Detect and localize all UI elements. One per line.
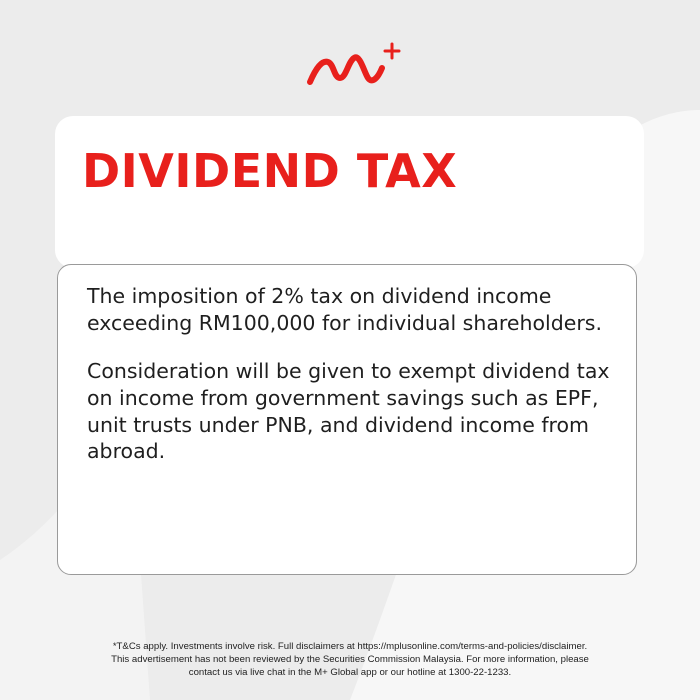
- disclaimer-line: This advertisement has not been reviewed by the Securities Commission Malaysia. For more information, please: [111, 654, 589, 665]
- paragraph-tax-imposition: The imposition of 2% tax on dividend income exceeding RM100,000 for individual shareholders.: [87, 284, 602, 335]
- footer-disclaimer: [40, 640, 660, 679]
- disclaimer-line: contact us via live chat in the M+ Global app or our hotline at 1300-22-1233.: [188, 667, 512, 678]
- content-card: [57, 264, 637, 575]
- paragraph-tax-exemption: Consideration will be given to exempt dividend tax on income from government savings such as EPF, unit trusts under PNB, and dividend income from abroad.: [87, 359, 610, 464]
- disclaimer-line: *T&Cs apply. Investments involve risk. Full disclaimers at https://mplusonline.com/terms-and-policies/disclaimer.: [112, 641, 588, 652]
- m-plus-logo-icon: [302, 38, 402, 98]
- page-title: DIVIDEND TAX: [82, 144, 458, 198]
